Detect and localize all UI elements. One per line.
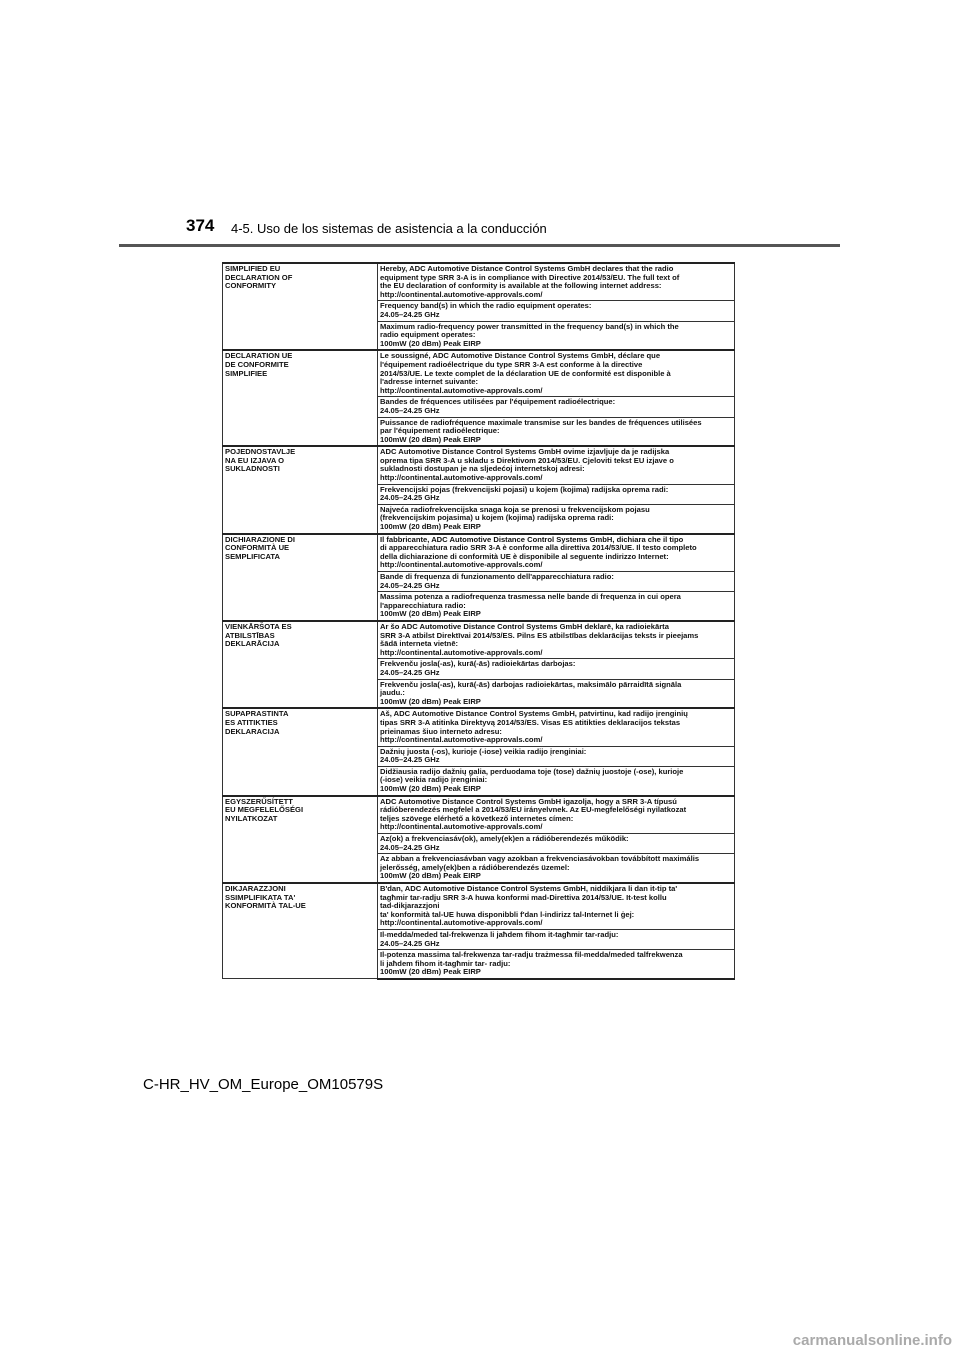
declaration-title: SIMPLIFIED EU DECLARATION OF CONFORMITY — [223, 263, 378, 350]
declaration-text: Didžiausia radijo dažnių galia, perduodama toje (tose) dažnių juostoje (-ose), kurioje (-iose) veikia radijo įrenginiai: 100mW (20 dBm) Peak EIRP — [378, 766, 735, 795]
table-row — [223, 621, 735, 659]
declaration-text: Puissance de radiofréquence maximale transmise sur les bandes de fréquences utilisées par l'équipement radioélectrique: 100mW (20 dBm) Peak EIRP — [378, 417, 735, 446]
declaration-text: Il fabbricante, ADC Automotive Distance Control Systems GmbH, dichiara che il tipo di apparecchiatura radio SRR 3-A è conforme alla direttiva 2014/53/UE. Il testo completo della dichiarazione di conformità UE è disponibile al seguente indirizzo Internet: http://continental.automotive-approvals.com/ — [378, 534, 735, 572]
declaration-title: VIENKĀRŠOTA ES ATBILSTĪBAS DEKLARĀCIJA — [223, 621, 378, 708]
declaration-text: Az(ok) a frekvenciasáv(ok), amely(ek)en a rádióberendezés működik: 24.05–24.25 GHz — [378, 834, 735, 854]
table-row — [223, 263, 735, 301]
declaration-title: POJEDNOSTAVLJE NA EU IZJAVA O SUKLADNOSTI — [223, 446, 378, 533]
declaration-text: Massima potenza a radiofrequenza trasmessa nelle bande di frequenza in cui opera l'apparecchiatura radio: 100mW (20 dBm) Peak EIRP — [378, 592, 735, 621]
declaration-text: Dažnių juosta (-os), kurioje (-iose) veikia radijo įrenginiai: 24.05–24.25 GHz — [378, 746, 735, 766]
table-row — [223, 708, 735, 746]
declaration-text: Frekvenču josla(-as), kurā(-ās) darbojas radioiekārtas, maksimālo pārraidītā signāla jaudu.: 100mW (20 dBm) Peak EIRP — [378, 679, 735, 708]
table-row — [223, 883, 735, 929]
declaration-text: B'dan, ADC Automotive Distance Control Systems GmbH, niddikjara li dan it-tip ta' tagħmir tar-radju SRR 3-A huwa konformi mad-Direttiva 2014/53/UE. It-test kollu tad-dikjarazzjoni ta' konformità tal-UE huwa disponibbli f'dan l-indirizz tal-Internet li ġej: http://continental.automotive-approvals.com/ — [378, 883, 735, 929]
declaration-text: Maximum radio-frequency power transmitted in the frequency band(s) in which the radio equipment operates: 100mW (20 dBm) Peak EIRP — [378, 321, 735, 350]
declaration-text: Frekvenču josla(-as), kurā(-ās) radioiekārtas darbojas: 24.05–24.25 GHz — [378, 659, 735, 679]
section-title: 4-5. Uso de los sistemas de asistencia a la conducción — [231, 221, 547, 236]
footer-doc-code: C-HR_HV_OM_Europe_OM10579S — [143, 1076, 384, 1093]
declaration-text: Frequency band(s) in which the radio equipment operates: 24.05–24.25 GHz — [378, 301, 735, 321]
declaration-text: Najveća radiofrekvencijska snaga koja se prenosi u frekvencijskom pojasu (frekvencijskim pojasima) u kojem (kojima) radijska oprema radi: 100mW (20 dBm) Peak EIRP — [378, 504, 735, 533]
page-number: 374 — [186, 216, 215, 235]
declaration-text: ADC Automotive Distance Control Systems GmbH igazolja, hogy a SRR 3-A típusú rádióberendezés megfelel a 2014/53/EU irányelvnek. Az EU-megfelelőségi nyilatkozat teljes szövege elérhető a következő internetes címen: http://continental.automotive-approvals.com/ — [378, 796, 735, 834]
declaration-text: Il-potenza massima tal-frekwenza tar-radju trażmessa fil-medda/meded talfrekwenza li jaħdem fihom it-tagħmir tar- radju: 100mW (20 dBm) Peak EIRP — [378, 950, 735, 979]
declaration-title: DECLARATION UE DE CONFORMITE SIMPLIFIEE — [223, 350, 378, 446]
declaration-text: Az abban a frekvenciasávban vagy azokban a frekvenciasávokban továbbított maximális jelerősség, amely(ek)ben a rádióberendezés üzemel: 100mW (20 dBm) Peak EIRP — [378, 854, 735, 883]
declaration-title: DICHIARAZIONE DI CONFORMITÀ UE SEMPLIFICATA — [223, 534, 378, 621]
declaration-title: DIKJARAZZJONI SSIMPLIFIKATA TA' KONFORMITÀ TAL-UE — [223, 883, 378, 979]
declaration-text: Ar šo ADC Automotive Distance Control Systems GmbH deklarē, ka radioiekārta SRR 3-A atbilst Direktīvai 2014/53/ES. Pilns ES atbilstības deklarācijas teksts ir pieejams šādā interneta vietnē: http://continental.automotive-approvals.com/ — [378, 621, 735, 659]
declaration-title: SUPAPRASTINTA ES ATITIKTIES DEKLARACIJA — [223, 708, 378, 795]
table-row — [223, 350, 735, 396]
declaration-text: Frekvencijski pojas (frekvencijski pojasi) u kojem (kojima) radijska oprema radi: 24.05–24.25 GHz — [378, 484, 735, 504]
declaration-text: Bande di frequenza di funzionamento dell'apparecchiatura radio: 24.05–24.25 GHz — [378, 572, 735, 592]
table-row — [223, 534, 735, 572]
table-row — [223, 796, 735, 834]
table-row — [223, 446, 735, 484]
declaration-table-body — [223, 263, 735, 979]
declaration-text: Aš, ADC Automotive Distance Control Systems GmbH, patvirtinu, kad radijo įrenginių tipas SRR 3-A atitinka Direktyvą 2014/53/ES. Visas ES atitikties deklaracijos tekstas prieinamas šiuo interneto adresu: http://continental.automotive-approvals.com/ — [378, 708, 735, 746]
declaration-text: Bandes de fréquences utilisées par l'équipement radioélectrique: 24.05–24.25 GHz — [378, 397, 735, 417]
declaration-text: ADC Automotive Distance Control Systems GmbH ovime izjavljuje da je radijska oprema tipa SRR 3-A u skladu s Direktivom 2014/53/EU. Cjeloviti tekst EU izjave o sukladnosti dostupan je na sljedećoj internetskoj adresi: http://continental.automotive-approvals.com/ — [378, 446, 735, 484]
watermark: carmanualsonline.info — [792, 1332, 952, 1349]
declaration-text: Le soussigné, ADC Automotive Distance Control Systems GmbH, déclare que l'équipement radioélectrique du type SRR 3-A est conforme à la directive 2014/53/UE. Le texte complet de la déclaration UE de conformité est disponible à l'adresse internet suivante: http://continental.automotive-approvals.com/ — [378, 350, 735, 396]
declaration-title: EGYSZERŰSÍTETT EU MEGFELELŐSÉGI NYILATKOZAT — [223, 796, 378, 883]
declaration-table — [222, 262, 735, 980]
declaration-text: Il-medda/meded tal-frekwenza li jaħdem fihom it-tagħmir tar-radju: 24.05–24.25 GHz — [378, 929, 735, 949]
header-rule — [119, 244, 840, 247]
declaration-text: Hereby, ADC Automotive Distance Control Systems GmbH declares that the radio equipment type SRR 3-A is in compliance with Directive 2014/53/EU. The full text of the EU declaration of conformity is available at the following internet address: http://continental.automotive-approvals.com/ — [378, 263, 735, 301]
